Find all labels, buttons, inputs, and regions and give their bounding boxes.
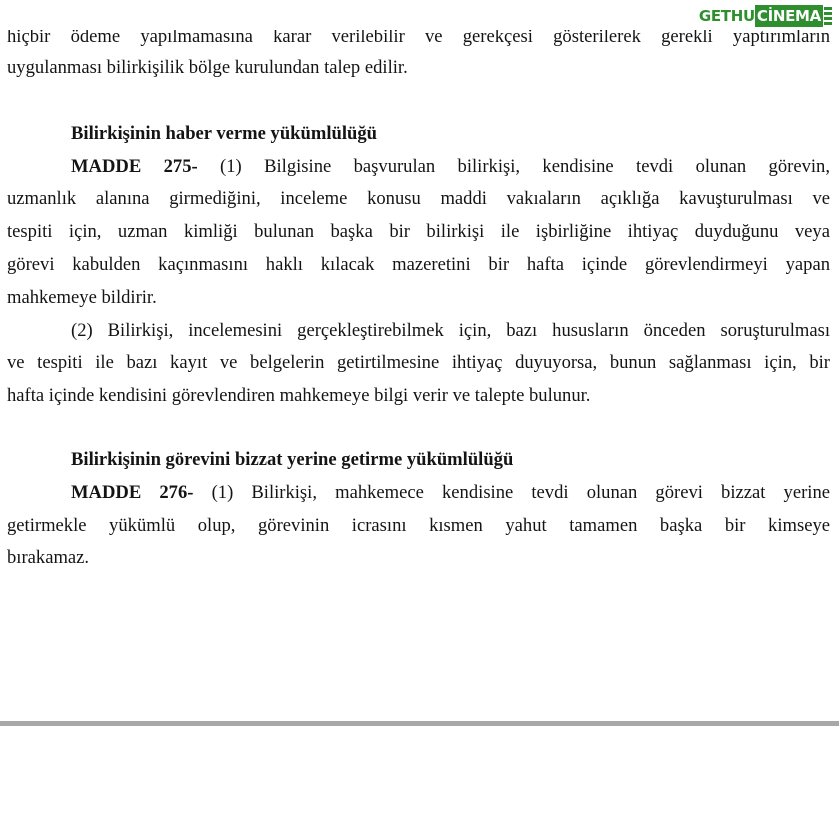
spacer — [7, 85, 830, 118]
article-275-p2-line-1: (2) Bilirkişi, incelemesini gerçekleştirebilmek için, bazı hususların önceden soruşturulması — [71, 319, 830, 341]
article-275-line-2: uzmanlık alanına girmediğini, inceleme konusu maddi vakıaların açıklığa kavuşturulması ve — [7, 188, 830, 210]
article-276-line-2: getirmekle yükümlü olup, görevinin icrasını kısmen yahut tamamen başka bir kimseye — [7, 514, 830, 536]
cut-off-line — [7, 30, 830, 50]
article-276-line-1 — [7, 477, 830, 510]
article-275-heading: Bilirkişinin haber verme yükümlülüğü — [71, 122, 378, 144]
article-275-paragraph-1 — [7, 151, 830, 315]
article-276-paragraph-1 — [7, 477, 830, 575]
spacer — [7, 413, 830, 444]
article-276-line-3: bırakamaz. — [7, 547, 90, 569]
document-body — [7, 30, 830, 575]
intro-line-2: uygulanması bilirkişilik bölge kurulundan talep edilir. — [7, 57, 408, 78]
film-strip-icon — [824, 7, 832, 25]
page-bottom-rule — [0, 721, 839, 726]
article-275-line-4: görevi kabulden kaçınmasını haklı kılacak mazeretini bir hafta içinde görevlendirmeyi yapan — [7, 253, 830, 275]
channel-watermark — [696, 5, 835, 27]
article-275-label: MADDE 275- — [71, 155, 198, 177]
article-275-p2-line-2: ve tespiti ile bazı kayıt ve belgelerin getirtilmesine ihtiyaç duyuyorsa, bunun sağlanması için, bir — [7, 352, 830, 374]
article-275-line-5: mahkemeye bildirir. — [7, 286, 157, 308]
article-275-line-1-text: (1) Bilgisine başvurulan bilirkişi, kendisine tevdi olunan görevin, — [197, 155, 830, 177]
article-275-line-1 — [7, 151, 830, 184]
article-276-heading: Bilirkişinin görevini bizzat yerine getirme yükümlülüğü — [71, 448, 514, 470]
intro-paragraph — [7, 30, 830, 85]
watermark-text-1: GETHU — [698, 7, 755, 25]
intro-line-1: hiçbir ödeme yapılmamasına karar verilebilir ve gerekçesi gösterilerek gerekli yaptırımların — [7, 30, 830, 47]
article-276-label: MADDE 276- — [71, 481, 194, 503]
article-275-p2-line-3: hafta içinde kendisini görevlendiren mahkemeye bilgi verir ve talepte bulunur. — [7, 385, 591, 407]
article-275-line-3: tespiti için, uzman kimliği bulunan başka bir bilirkişi ile işbirliğine ihtiyaç duyduğunu veya — [7, 221, 830, 243]
article-276-line-1-text: (1) Bilirkişi, mahkemece kendisine tevdi olunan görevi bizzat yerine — [193, 481, 830, 503]
article-275-paragraph-2 — [7, 315, 830, 413]
watermark-text-2: CİNEMA — [756, 7, 821, 25]
